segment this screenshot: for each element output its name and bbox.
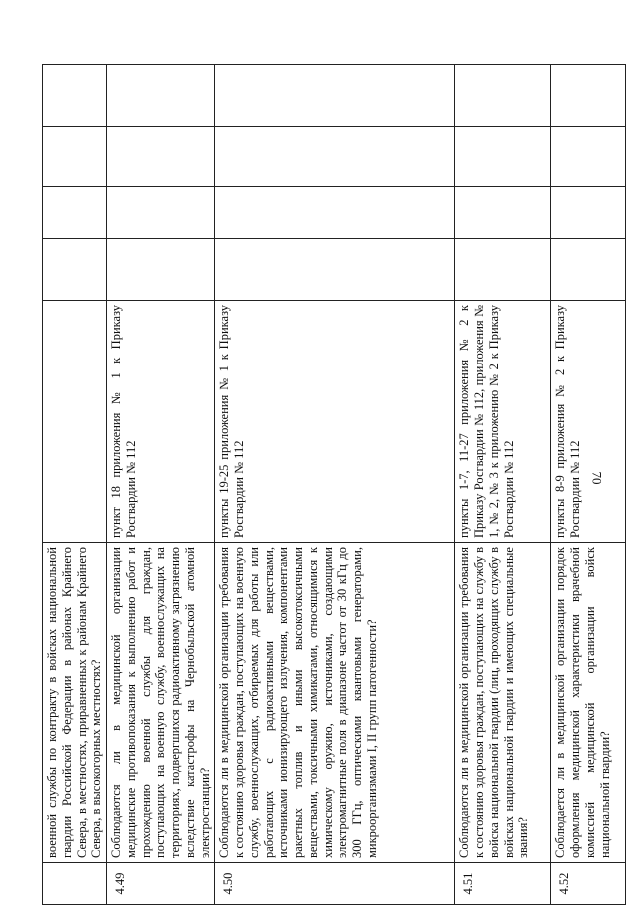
answer-cell-na [455,127,551,187]
table-row [455,65,551,905]
note-cell [551,65,626,127]
row-number: 4.52 [551,863,626,905]
answer-cell-no [43,187,107,239]
row-number: 4.49 [107,863,215,905]
note-cell [43,65,107,127]
answer-cell-na [43,127,107,187]
answer-cell-no [455,187,551,239]
answer-cell-no [215,187,455,239]
answer-cell-yes [551,239,626,301]
answer-cell-yes [455,239,551,301]
question-text: Соблюдаются ли в медицинской организации требования к состоянию здоровья граждан, поступающих на службу в войска национальной гвардии (лиц, проходящих службу в войсках национальной гвардии и имеющих специальные звания? [455,543,551,863]
question-text: Соблюдаются ли в медицинской организации требования к состоянию здоровья граждан, поступающих на военную службу, военнослужащих, отбираемых для работы или работающих с радиоактивными веществами, источниками ионизирующего излучения, компонентами ракетных топлив и иными высокотоксичными веществами, токсичными химикатами, относящимися к химическому оружию, источниками, создающими электромагнитные поля в диапазоне частот от 30 кГц до 300 ГГц, оптическими квантовыми генераторами, микроорганизмами I, II групп патогенности? [215,543,455,863]
row-number [43,863,107,905]
answer-cell-yes [43,239,107,301]
answer-cell-no [107,187,215,239]
reference-text: пункты 8-9 приложения № 2 к Приказу Росгвардии № 112 [551,301,626,543]
checklist-table [42,64,626,905]
table-row [43,65,107,905]
answer-cell-yes [215,239,455,301]
question-text: военной службы по контракту в войсках национальной гвардии Российской Федерации в районах Крайнего Севера, в местностях, приравненных к районам Крайнего Севера, в высокогорных местностях? [43,543,107,863]
row-number: 4.51 [455,863,551,905]
question-text: Соблюдается ли в медицинской организации порядок оформления медицинской характеристики врачебной комиссией медицинской организации войск национальной гвардии? [551,543,626,863]
reference-text: пункт 18 приложения № 1 к Приказу Росгвардии № 112 [107,301,215,543]
reference-text: пункты 1-7, 11-27 приложения № 2 к Приказу Росгвардии № 112, приложения № 1, № 2, № 3 к приложению № 2 к Приказу Росгвардии № 112 [455,301,551,543]
answer-cell-na [215,127,455,187]
answer-cell-na [107,127,215,187]
reference-text [43,301,107,543]
answer-cell-no [551,187,626,239]
page-number: 70 [589,471,605,485]
reference-text: пункты 19-25 приложения № 1 к Приказу Росгвардии № 112 [215,301,455,543]
table-row [215,65,455,905]
answer-cell-yes [107,239,215,301]
row-number: 4.50 [215,863,455,905]
table-row [107,65,215,905]
note-cell [215,65,455,127]
table-row [551,65,626,905]
note-cell [107,65,215,127]
answer-cell-na [551,127,626,187]
note-cell [455,65,551,127]
question-text: Соблюдаются ли в медицинской организации медицинские противопоказания к выполнению работ и прохождению военной службы для граждан, поступающих на военную службу, военнослужащих на территориях, подвергшихся радиоактивному загрязнению вследствие катастрофы на Чернобыльской атомной электростанции? [107,543,215,863]
